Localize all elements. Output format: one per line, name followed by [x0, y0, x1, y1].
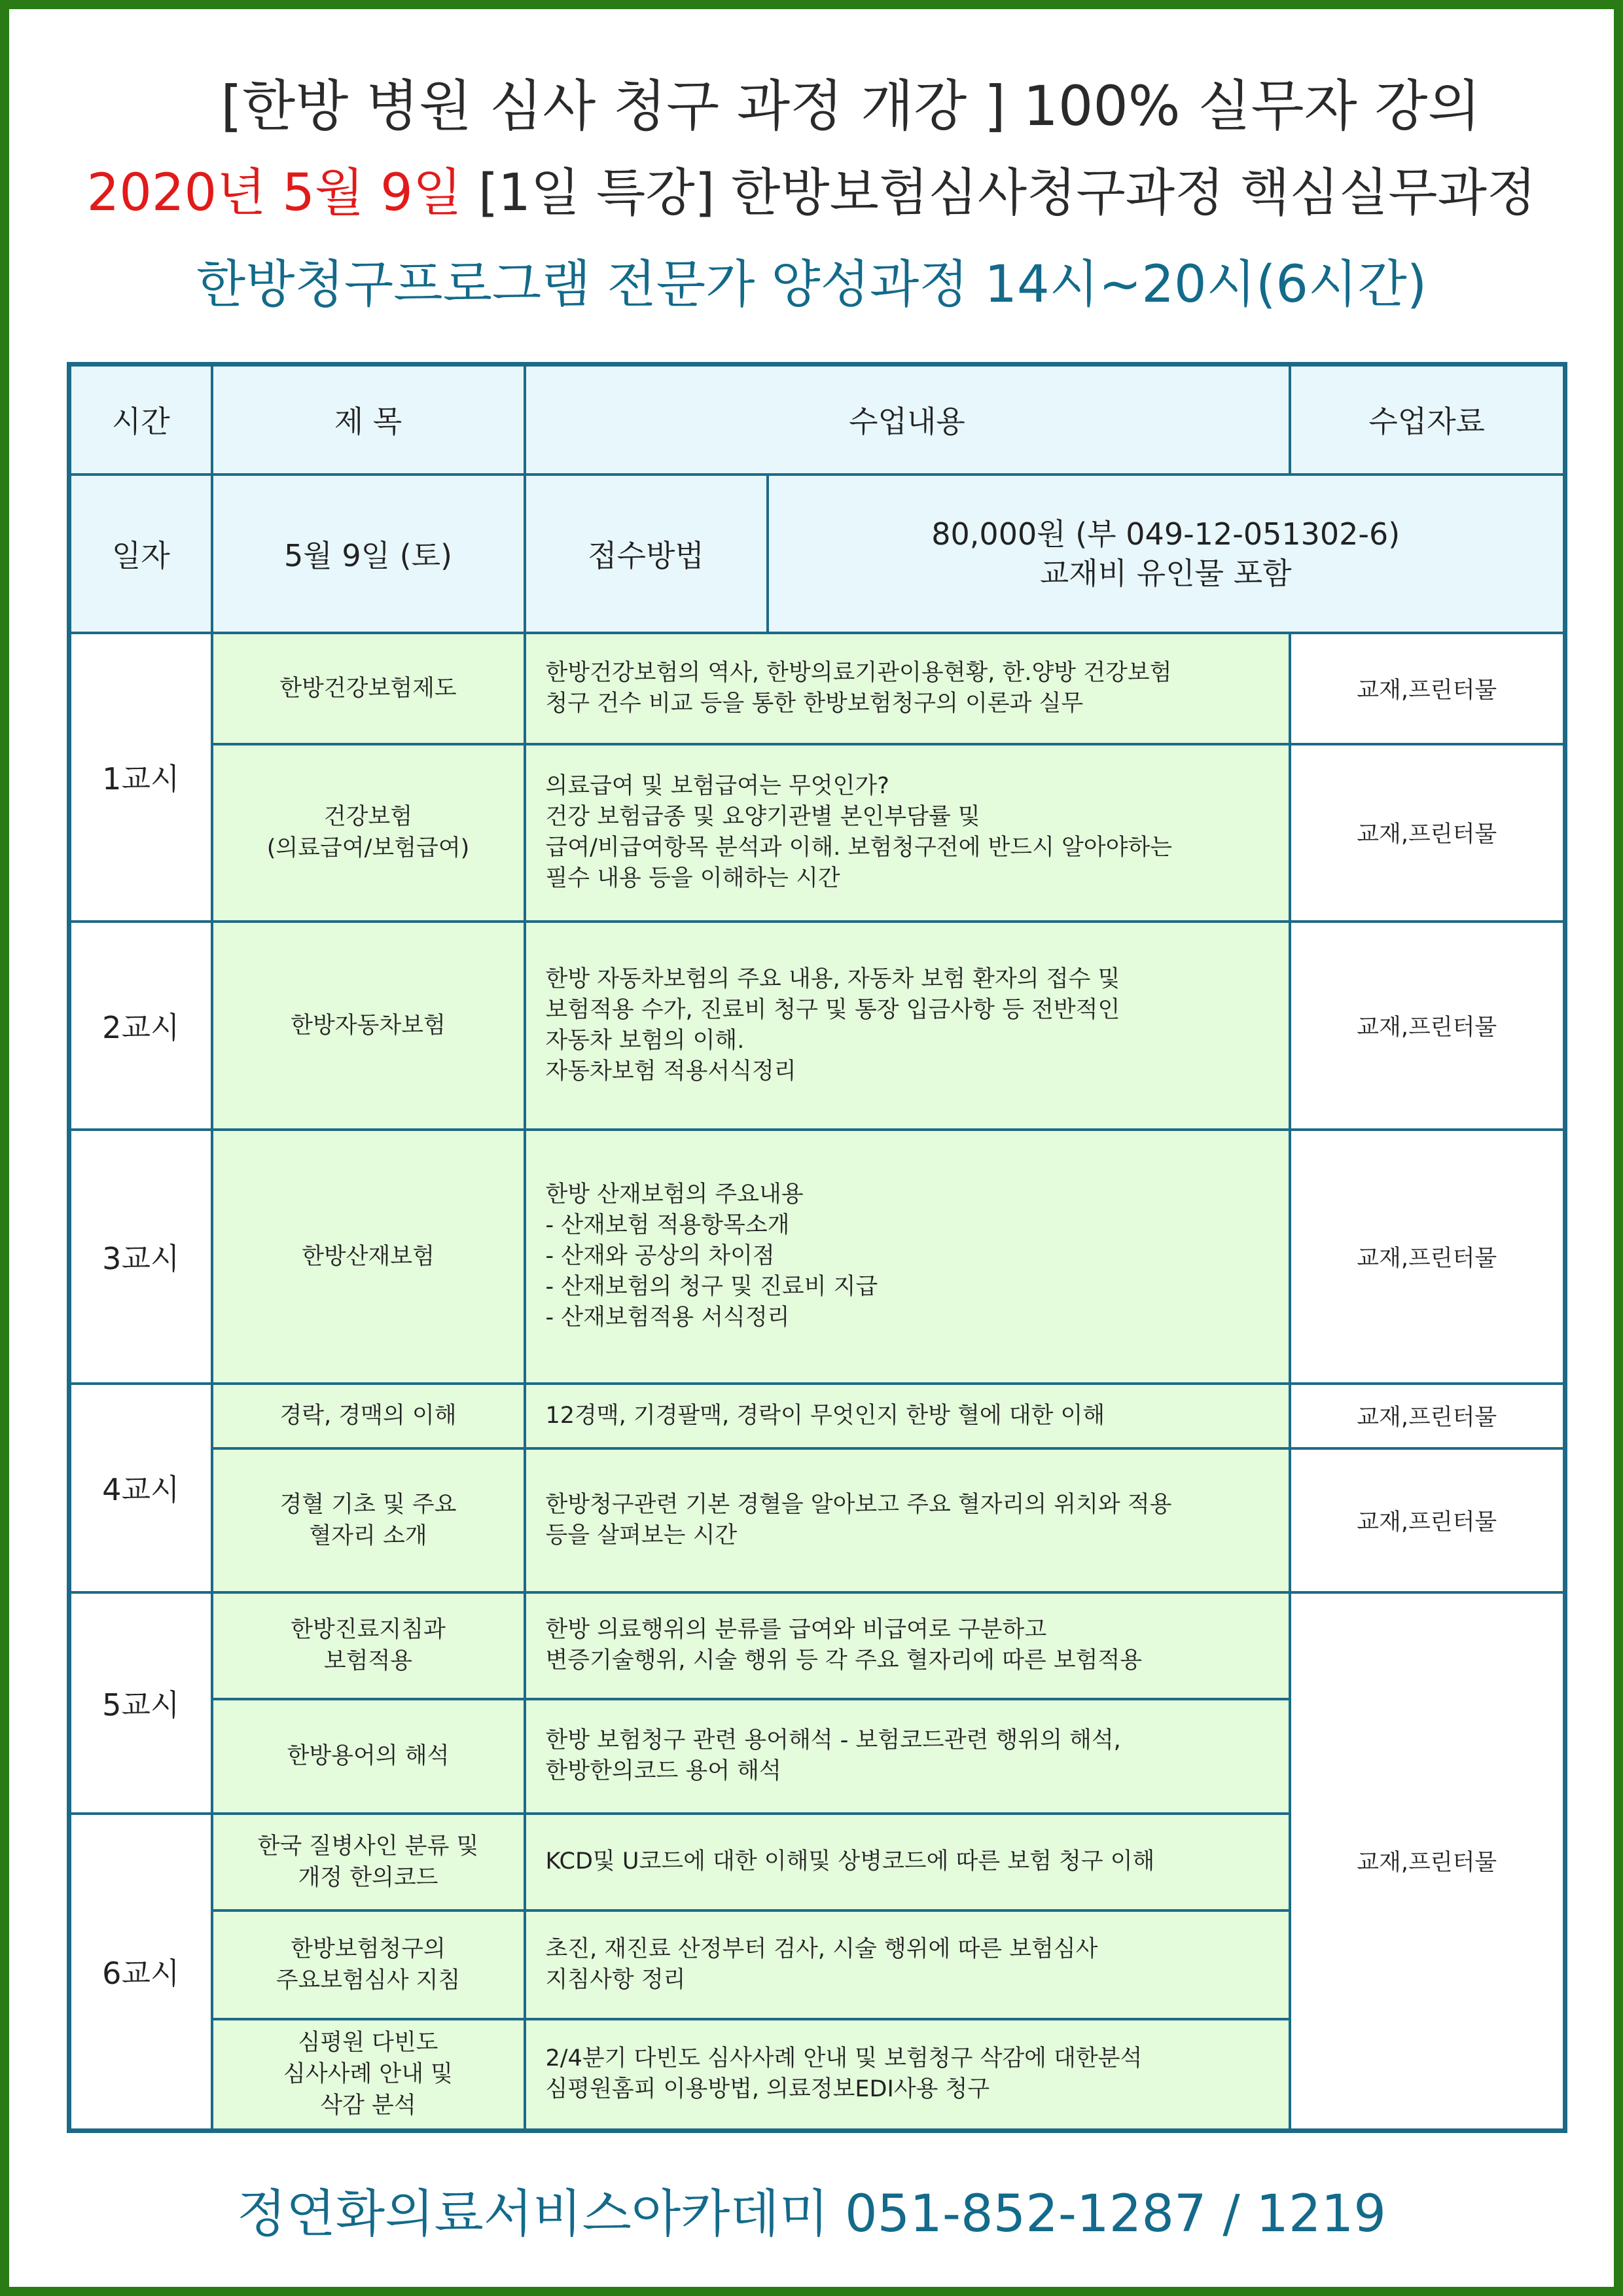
row-content: 한방 산재보험의 주요내용 - 산재보험 적용항목소개 - 산재와 공상의 차이점 - 산재보험의 청구 및 진료비 지급 - 산재보험적용 서식정리 — [525, 1130, 1290, 1384]
headline-date-course — [0, 152, 1623, 225]
period-6: 6교시 — [69, 1814, 212, 2131]
row-topic: 경혈 기초 및 주요 혈자리 소개 — [212, 1448, 525, 1592]
fee-amount: 80,000원 (부 049-12-051302-6) — [931, 516, 1400, 552]
period-3: 3교시 — [69, 1130, 212, 1384]
row-topic: 한방자동차보험 — [212, 922, 525, 1130]
table-row — [69, 1448, 1565, 1592]
registration-label: 접수방법 — [525, 475, 768, 633]
row-topic: 한방진료지침과 보험적용 — [212, 1592, 525, 1699]
table-row — [69, 744, 1565, 922]
row-topic: 한국 질병사인 분류 및 개정 한의코드 — [212, 1814, 525, 1910]
row-content: 2/4분기 다빈도 심사사례 안내 및 보험청구 삭감에 대한분석 심평원홈피 이용방법, 의료정보EDI사용 청구 — [525, 2019, 1290, 2131]
period-4: 4교시 — [69, 1384, 212, 1592]
table-row — [69, 1592, 1565, 1699]
header-time: 시간 — [69, 365, 212, 475]
table-row — [69, 1384, 1565, 1448]
header-material: 수업자료 — [1290, 365, 1565, 475]
row-material: 교재,프린터물 — [1290, 922, 1565, 1130]
row-material-merged: 교재,프린터물 — [1290, 1592, 1565, 2131]
row-topic: 경락, 경맥의 이해 — [212, 1384, 525, 1448]
fee-info — [768, 475, 1565, 633]
row-material: 교재,프린터물 — [1290, 1130, 1565, 1384]
row-material: 교재,프린터물 — [1290, 744, 1565, 922]
period-2: 2교시 — [69, 922, 212, 1130]
table-row — [69, 922, 1565, 1130]
row-content: 12경맥, 기경팔맥, 경락이 무엇인지 한방 혈에 대한 이해 — [525, 1384, 1290, 1448]
row-content: 한방건강보험의 역사, 한방의료기관이용현황, 한.양방 건강보험 청구 건수 비교 등을 통한 한방보험청구의 이론과 실무 — [525, 633, 1290, 744]
row-content: 한방청구관련 기본 경혈을 알아보고 주요 혈자리의 위치와 적용 등을 살펴보는 시간 — [525, 1448, 1290, 1592]
date-label: 일자 — [69, 475, 212, 633]
schedule-table — [67, 362, 1567, 2133]
date-row — [69, 475, 1565, 633]
header-content: 수업내용 — [525, 365, 1290, 475]
fee-note: 교재비 유인물 포함 — [1039, 555, 1292, 591]
row-topic: 한방용어의 해석 — [212, 1699, 525, 1814]
academy-contact: 정연화의료서비스아카데미 051-852-1287 / 1219 — [237, 2185, 1386, 2244]
row-content: 한방 의료행위의 분류를 급여와 비급여로 구분하고 변증기술행위, 시술 행위 등 각 주요 혈자리에 따른 보험적용 — [525, 1592, 1290, 1699]
period-5: 5교시 — [69, 1592, 212, 1814]
header-title: 제 목 — [212, 365, 525, 475]
row-topic: 한방건강보험제도 — [212, 633, 525, 744]
headline-course-open: [한방 병원 심사 청구 과정 개강 ] 100% 실무자 강의 — [221, 74, 1481, 138]
table-row — [69, 1130, 1565, 1384]
table-header-row — [69, 365, 1565, 475]
date-value: 5월 9일 (토) — [212, 475, 525, 633]
table-row — [69, 633, 1565, 744]
row-content: 한방 보험청구 관련 용어해석 - 보험코드관련 행위의 해석, 한방한의코드 용어 해석 — [525, 1699, 1290, 1814]
row-topic: 한방보험청구의 주요보험심사 지침 — [212, 1910, 525, 2019]
row-topic: 건강보험 (의료급여/보험급여) — [212, 744, 525, 922]
row-content: 의료급여 및 보험급여는 무엇인가? 건강 보험급종 및 요양기관별 본인부담률 및 급여/비급여항목 분석과 이해. 보험청구전에 반드시 알아야하는 필수 내용 등을 이해하는 시간 — [525, 744, 1290, 922]
row-material: 교재,프린터물 — [1290, 633, 1565, 744]
row-material: 교재,프린터물 — [1290, 1448, 1565, 1592]
course-name: [1일 특강] 한방보험심사청구과정 핵심실무과정 — [462, 164, 1537, 223]
row-topic: 한방산재보험 — [212, 1130, 525, 1384]
row-topic: 심평원 다빈도 심사사례 안내 및 삭감 분석 — [212, 2019, 525, 2131]
row-content: 한방 자동차보험의 주요 내용, 자동차 보험 환자의 접수 및 보험적용 수가, 진료비 청구 및 통장 입금사항 등 전반적인 자동차 보험의 이해. 자동차보험 적용서식정리 — [525, 922, 1290, 1130]
row-content: 초진, 재진료 산정부터 검사, 시술 행위에 따른 보험심사 지침사항 정리 — [525, 1910, 1290, 2019]
row-content: KCD및 U코드에 대한 이해및 상병코드에 따른 보험 청구 이해 — [525, 1814, 1290, 1910]
row-material: 교재,프린터물 — [1290, 1384, 1565, 1448]
course-date: 2020년 5월 9일 — [86, 164, 463, 223]
headline-program-hours: 한방청구프로그램 전문가 양성과정 14시~20시(6시간) — [196, 255, 1427, 314]
period-1: 1교시 — [69, 633, 212, 922]
